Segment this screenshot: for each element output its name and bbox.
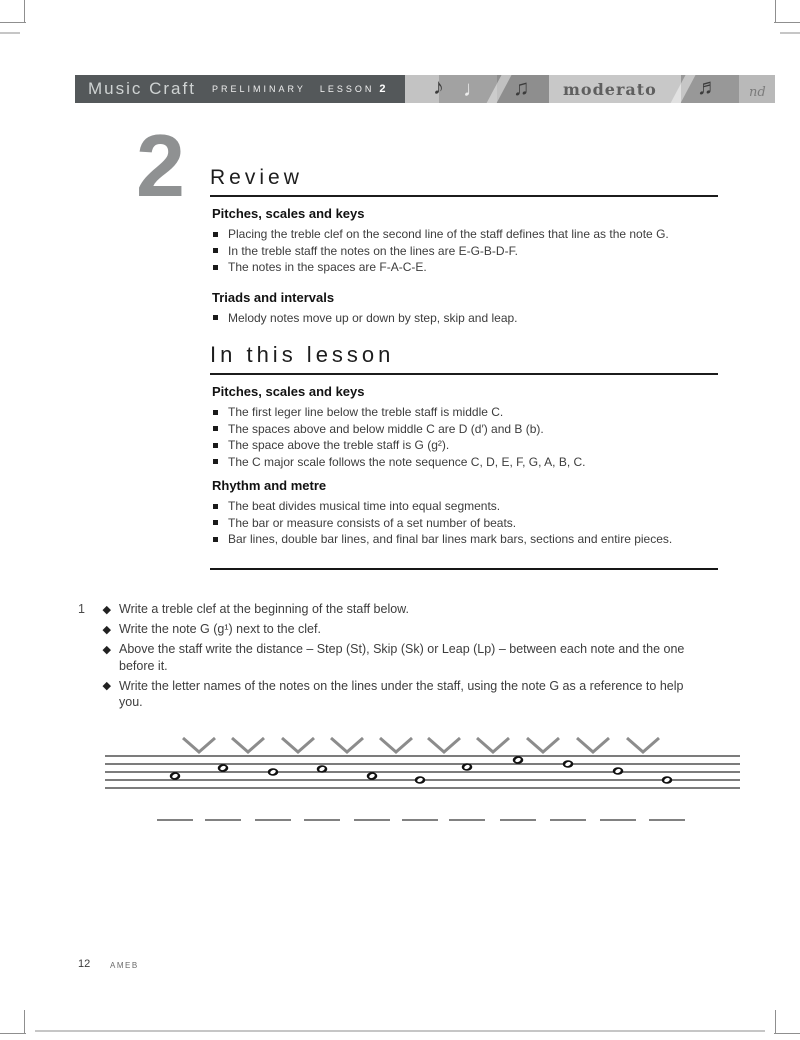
crop-mark-top-left-h2 bbox=[0, 32, 20, 34]
answer-chevron bbox=[282, 738, 314, 752]
series-label: PRELIMINARY bbox=[211, 84, 306, 94]
answer-chevron bbox=[331, 738, 363, 752]
crop-mark-bottom-right-v bbox=[775, 1010, 776, 1034]
bullet-list bbox=[210, 498, 718, 548]
crop-mark-bottom-left-h bbox=[0, 1033, 26, 1034]
crop-mark-top-left-v bbox=[24, 0, 25, 23]
answer-chevron bbox=[577, 738, 609, 752]
bullet-list bbox=[210, 226, 718, 276]
header-bar bbox=[75, 75, 405, 103]
bullet-item: Placing the treble clef on the second line of the staff defines that line as the note G. bbox=[210, 226, 718, 243]
crop-mark-top-left-h bbox=[0, 22, 26, 23]
header-collage bbox=[405, 75, 775, 103]
answer-chevron bbox=[428, 738, 460, 752]
crop-mark-top-right-v bbox=[775, 0, 776, 23]
crop-mark-top-right-h2 bbox=[780, 32, 800, 34]
answer-chevron bbox=[627, 738, 659, 752]
exercise-step: Write a treble clef at the beginning of the staff below. bbox=[102, 601, 707, 618]
answer-chevron bbox=[183, 738, 215, 752]
bullet-item: The notes in the spaces are F-A-C-E. bbox=[210, 259, 718, 276]
review-heading: Review bbox=[210, 166, 718, 197]
exercise-1 bbox=[78, 601, 728, 714]
section-divider bbox=[210, 568, 718, 570]
group-title: Rhythm and metre bbox=[212, 478, 327, 493]
content-column bbox=[210, 166, 718, 570]
in-this-lesson-section bbox=[210, 384, 718, 548]
bullet-list bbox=[210, 310, 718, 327]
answer-chevron bbox=[527, 738, 559, 752]
music-note-icon: ♬ bbox=[697, 75, 719, 99]
music-note-icon: ♫ bbox=[513, 75, 530, 100]
publisher-label: AMEB bbox=[110, 961, 139, 970]
answer-chevron bbox=[232, 738, 264, 752]
group-title: Pitches, scales and keys bbox=[212, 384, 365, 399]
music-note-icon: ♪ bbox=[433, 75, 444, 99]
bullet-item: The C major scale follows the note sequence C, D, E, F, G, A, B, C. bbox=[210, 454, 718, 471]
page-number: 12 bbox=[78, 958, 91, 970]
bullet-item: Bar lines, double bar lines, and final bar lines mark bars, sections and entire pieces. bbox=[210, 531, 718, 548]
bullet-item: The bar or measure consists of a set number of beats. bbox=[210, 515, 718, 532]
bullet-item: Melody notes move up or down by step, skip and leap. bbox=[210, 310, 718, 327]
crop-mark-bottom-left-v bbox=[24, 1010, 25, 1034]
music-staff bbox=[90, 724, 752, 830]
group-title: Pitches, scales and keys bbox=[212, 206, 365, 221]
bullet-item: The first leger line below the treble staff is middle C. bbox=[210, 404, 718, 421]
exercise-number: 1 bbox=[78, 602, 85, 616]
exercise-steps bbox=[102, 601, 707, 714]
crop-mark-top-right-h bbox=[774, 22, 800, 23]
lesson-big-number: 2 bbox=[136, 116, 185, 215]
group-title: Triads and intervals bbox=[212, 289, 335, 305]
page-bottom-edge bbox=[35, 1030, 765, 1032]
bullet-list bbox=[210, 404, 718, 470]
exercise-step: Above the staff write the distance – Step (St), Skip (Sk) or Leap (Lp) – between each note and the one before it. bbox=[102, 641, 707, 674]
collage-word-moderato: moderato bbox=[563, 80, 657, 99]
answer-chevron bbox=[380, 738, 412, 752]
lesson-number: 2 bbox=[379, 83, 386, 95]
lesson-label: LESSON bbox=[319, 84, 375, 94]
exercise-step: Write the note G (g¹) next to the clef. bbox=[102, 621, 707, 638]
bullet-item: The spaces above and below middle C are D (d′) and B (b). bbox=[210, 421, 718, 438]
crop-mark-bottom-right-h bbox=[774, 1033, 800, 1034]
in-this-lesson-heading: In this lesson bbox=[210, 342, 718, 375]
brand-title: Music Craft bbox=[88, 79, 196, 98]
bullet-item: The space above the treble staff is G (g²). bbox=[210, 437, 718, 454]
bullet-item: In the treble staff the notes on the lines are E-G-B-D-F. bbox=[210, 243, 718, 260]
collage-text-fragment: nd bbox=[749, 85, 766, 100]
bullet-item: The beat divides musical time into equal segments. bbox=[210, 498, 718, 515]
exercise-step: Write the letter names of the notes on the lines under the staff, using the note G as a reference to help you. bbox=[102, 678, 707, 711]
answer-chevron bbox=[477, 738, 509, 752]
review-section bbox=[210, 206, 718, 326]
music-note-icon: ♩ bbox=[463, 76, 485, 101]
